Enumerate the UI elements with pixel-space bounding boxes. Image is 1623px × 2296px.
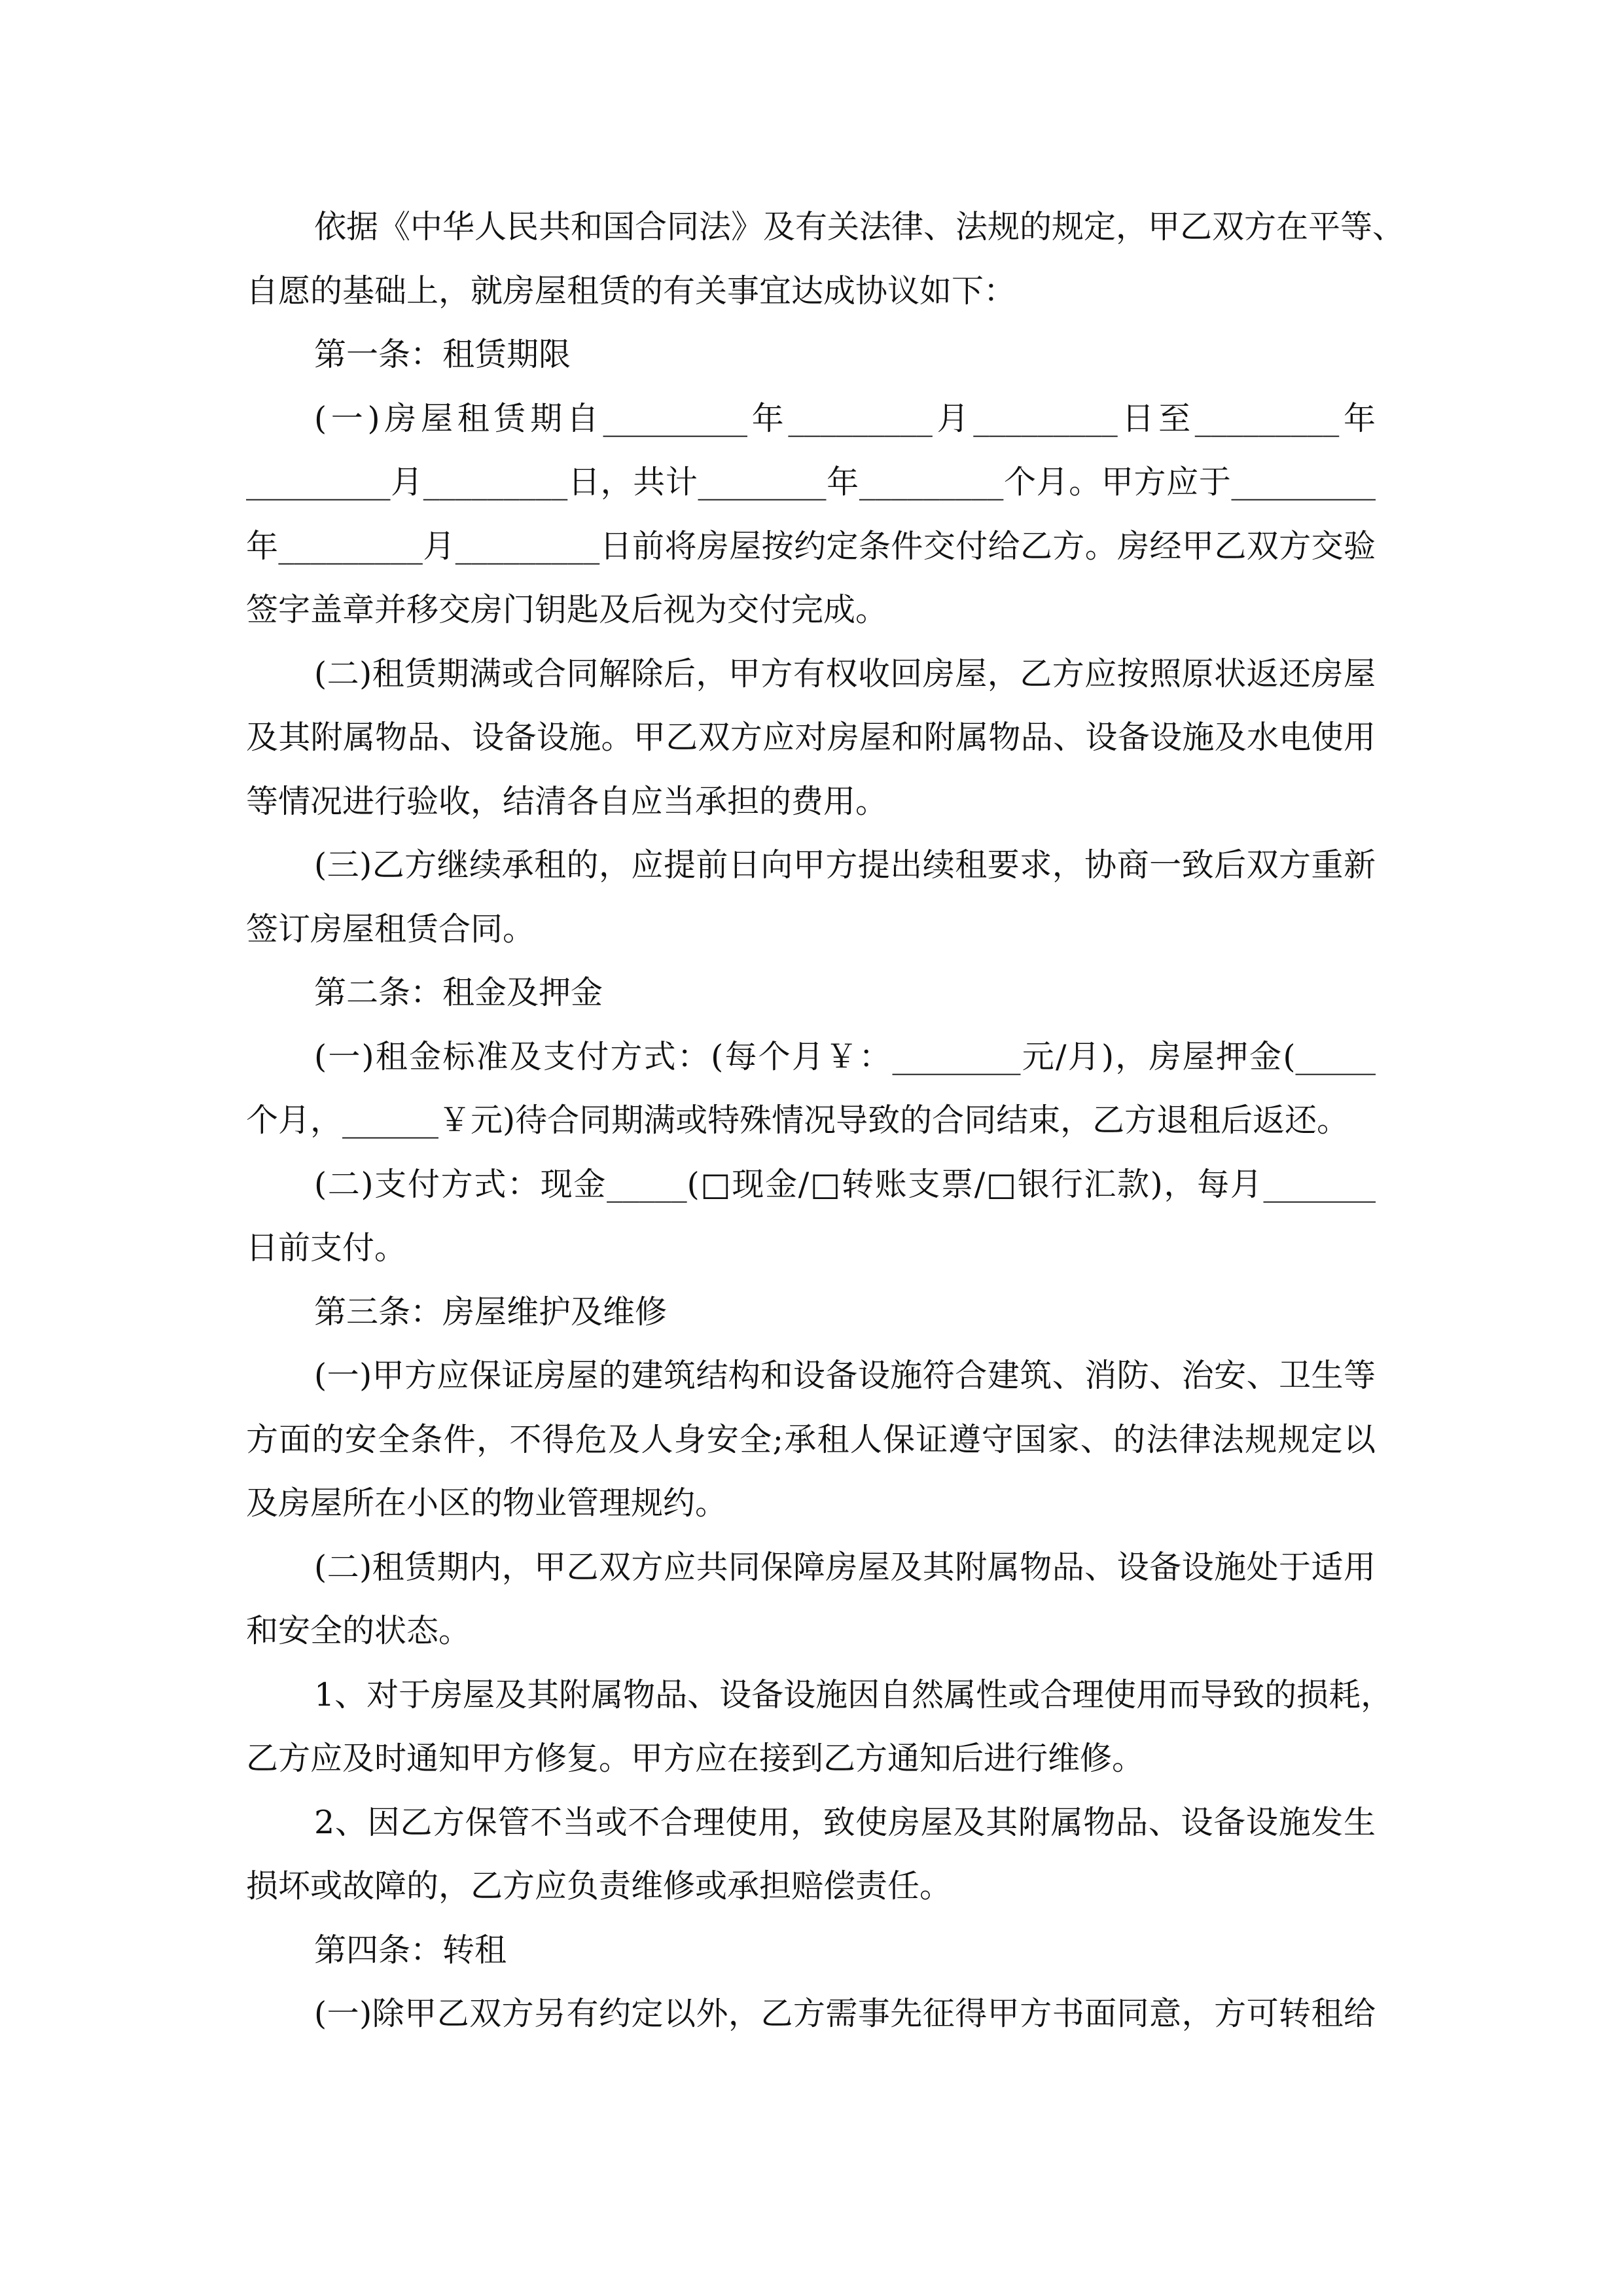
text-line: (二)支付方式：现金_____(□现金/□转账支票/□银行汇款)，每月_______ xyxy=(314,1165,1376,1203)
text-line: (一)租金标准及支付方式：(每个月￥：________元/月)，房屋押金(_____ xyxy=(314,1037,1376,1075)
text-line: 损坏或故障的，乙方应负责维修或承担赔偿责任。 xyxy=(246,1867,952,1905)
text-line: 乙方应及时通知甲方修复。甲方应在接到乙方通知后进行维修。 xyxy=(246,1740,1145,1777)
text-line: 自愿的基础上，就房屋租赁的有关事宜达成协议如下： xyxy=(246,272,1016,310)
paragraph xyxy=(246,387,1376,642)
text-line: 和安全的状态。 xyxy=(246,1612,471,1649)
contract-document-body xyxy=(246,195,1405,2046)
article-heading xyxy=(246,323,1376,387)
text-line: (二)租赁期满或合同解除后，甲方有权收回房屋，乙方应按照原状返还房屋 xyxy=(314,655,1376,692)
paragraph xyxy=(246,1344,1376,1535)
article-heading xyxy=(246,1280,1376,1344)
paragraph xyxy=(246,1153,1376,1280)
text-line: 第四条：转租 xyxy=(314,1931,507,1969)
paragraph xyxy=(246,642,1376,834)
text-line: (一)房屋租赁期自_________年_________月_________日至_________年 xyxy=(314,399,1376,437)
paragraph xyxy=(246,1663,1393,1791)
text-line: 第三条：房屋维护及维修 xyxy=(314,1293,668,1331)
text-line: 及其附属物品、设备设施。甲乙双方应对房屋和附属物品、设备设施及水电使用 xyxy=(246,719,1376,756)
paragraph xyxy=(246,833,1376,961)
text-line: 日前支付。 xyxy=(246,1229,407,1266)
text-line: 及房屋所在小区的物业管理规约。 xyxy=(246,1484,728,1522)
text-line: (三)乙方继续承租的，应提前日向甲方提出续租要求，协商一致后双方重新 xyxy=(314,846,1376,884)
text-line: 签字盖章并移交房门钥匙及后视为交付完成。 xyxy=(246,591,888,628)
paragraph xyxy=(246,1791,1376,1918)
paragraph xyxy=(246,1982,1376,2046)
paragraph xyxy=(246,1025,1376,1153)
text-line: _________月_________日，共计________年_________个月。甲方应于_________ xyxy=(246,463,1376,501)
text-line: 第一条：租赁期限 xyxy=(314,336,571,373)
text-line: (一)甲方应保证房屋的建筑结构和设备设施符合建筑、消防、治安、卫生等 xyxy=(314,1357,1376,1394)
text-line: 方面的安全条件，不得危及人身安全;承租人保证遵守国家、的法律法规规定以 xyxy=(246,1420,1376,1458)
article-heading xyxy=(246,1918,1376,1982)
text-line: 签订房屋租赁合同。 xyxy=(246,910,535,948)
text-line: 2、因乙方保管不当或不合理使用，致使房屋及其附属物品、设备设施发生 xyxy=(314,1803,1376,1841)
text-line: 年_________月_________日前将房屋按约定条件交付给乙方。房经甲乙双方交验 xyxy=(246,527,1376,565)
text-line: 第二条：租金及押金 xyxy=(314,974,603,1011)
text-line: 依据《中华人民共和国合同法》及有关法律、法规的规定，甲乙双方在平等、 xyxy=(314,208,1405,245)
paragraph xyxy=(246,195,1405,323)
text-line: 个月，______￥元)待合同期满或特殊情况导致的合同结束，乙方退租后返还。 xyxy=(246,1102,1349,1139)
text-line: 1、对于房屋及其附属物品、设备设施因自然属性或合理使用而导致的损耗， xyxy=(314,1676,1393,1713)
text-line: (二)租赁期内，甲乙双方应共同保障房屋及其附属物品、设备设施处于适用 xyxy=(314,1548,1376,1586)
text-line: (一)除甲乙双方另有约定以外，乙方需事先征得甲方书面同意，方可转租给 xyxy=(314,1995,1376,2032)
paragraph xyxy=(246,1535,1376,1663)
text-line: 等情况进行验收，结清各自应当承担的费用。 xyxy=(246,782,888,820)
article-heading xyxy=(246,961,1376,1025)
